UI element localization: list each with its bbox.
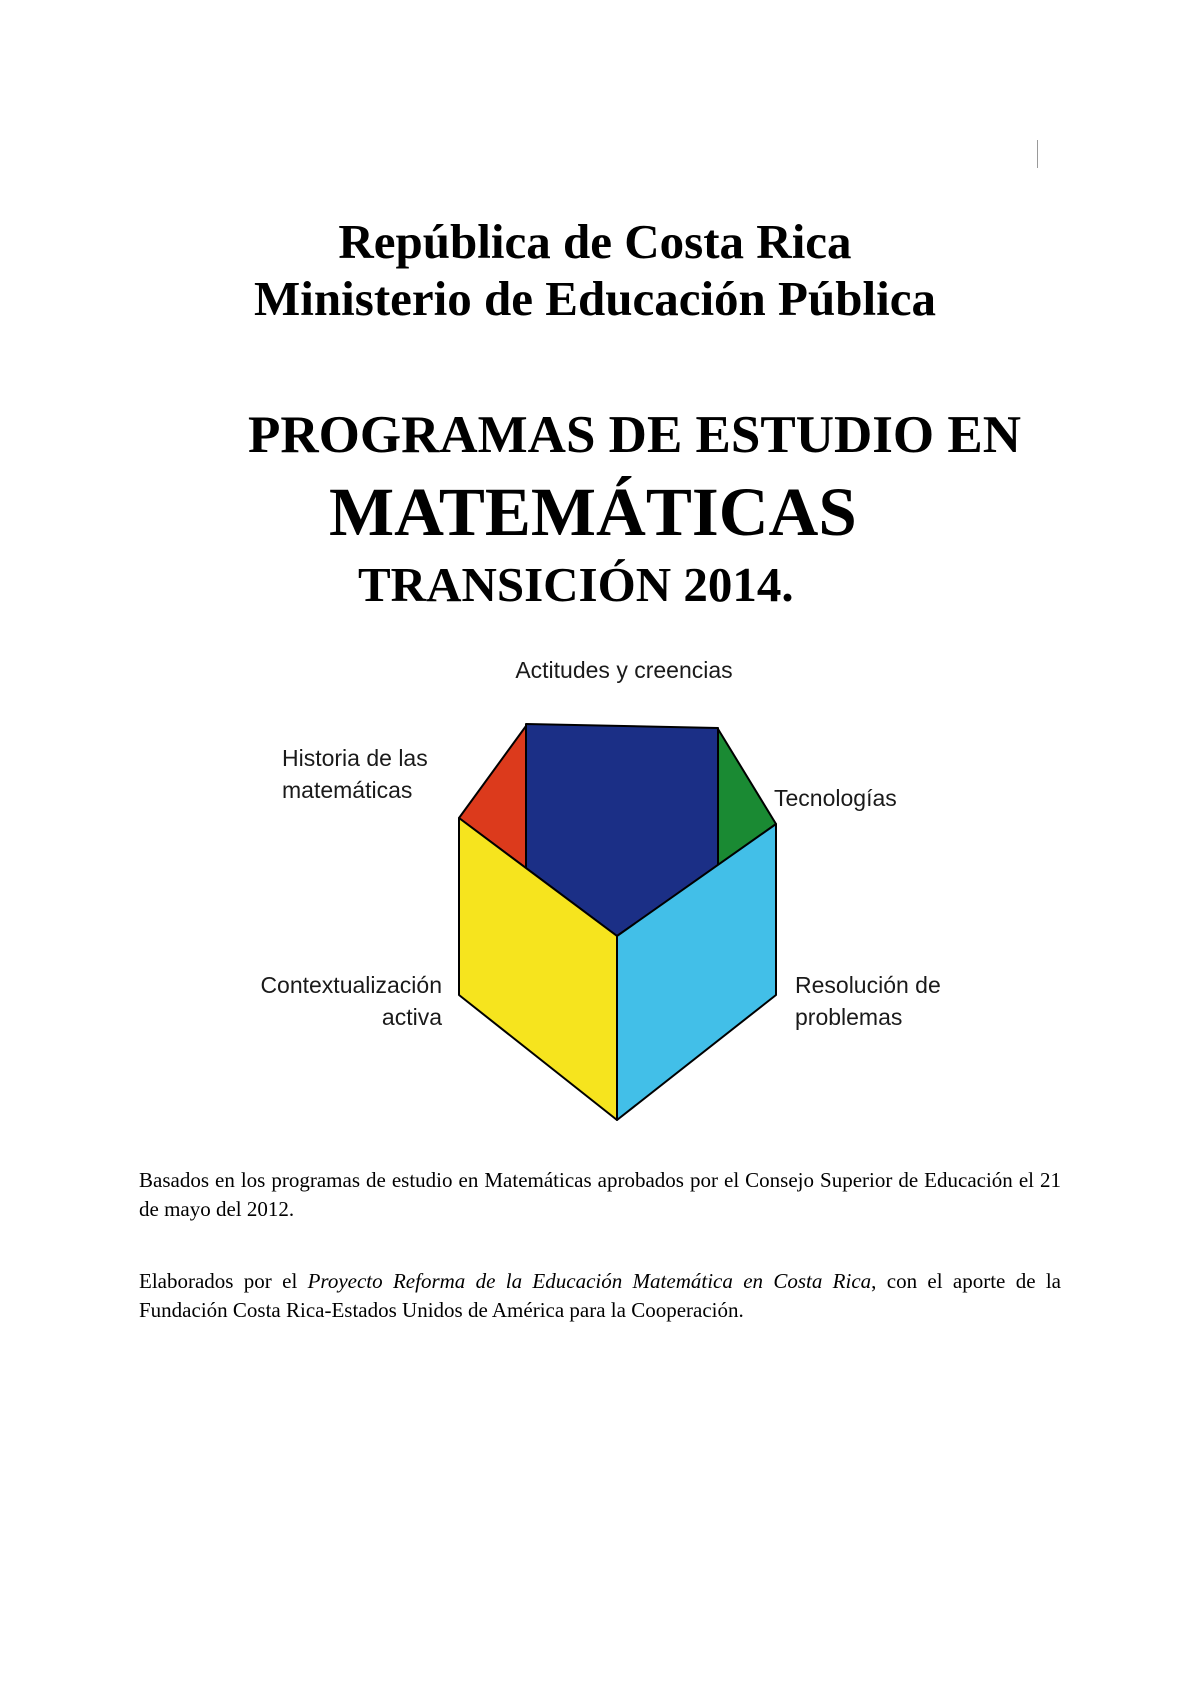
paragraph-elaborados-start: Elaborados por el — [139, 1269, 308, 1293]
title-programas: PROGRAMAS DE ESTUDIO EN — [248, 406, 1022, 464]
pentagon-diagram — [230, 648, 970, 1128]
margin-mark — [1037, 140, 1038, 168]
project-name: Proyecto Reforma de la Educación Matemática en Costa Rica — [307, 1269, 872, 1293]
header-country: República de Costa Rica — [338, 214, 852, 269]
label-contextualizacion-1: Contextualización — [260, 972, 442, 998]
paragraph-basados: Basados en los programas de estudio en Matemáticas aprobados por el Consejo Superior de Educación el 21 de mayo del 2012. — [139, 1168, 1061, 1221]
label-historia-2: matemáticas — [282, 777, 413, 803]
label-contextualizacion-2: activa — [381, 1004, 442, 1030]
title-transicion: TRANSICIÓN 2014. — [358, 557, 794, 612]
label-actitudes: Actitudes y creencias — [515, 657, 733, 683]
title-matematicas: MATEMÁTICAS — [329, 474, 857, 550]
label-tecnologias: Tecnologías — [774, 785, 897, 811]
label-resolucion-2: problemas — [795, 1004, 903, 1030]
paragraph-elaborados — [139, 1267, 1061, 1325]
header-ministry: Ministerio de Educación Pública — [254, 271, 936, 326]
label-resolucion-1: Resolución de — [795, 972, 941, 998]
label-historia-1: Historia de las — [282, 745, 428, 771]
paragraph-elaborados-end: , con el aporte de la Fundación Costa Rica-Estados Unidos de América para la Cooperación. — [139, 1269, 1061, 1322]
